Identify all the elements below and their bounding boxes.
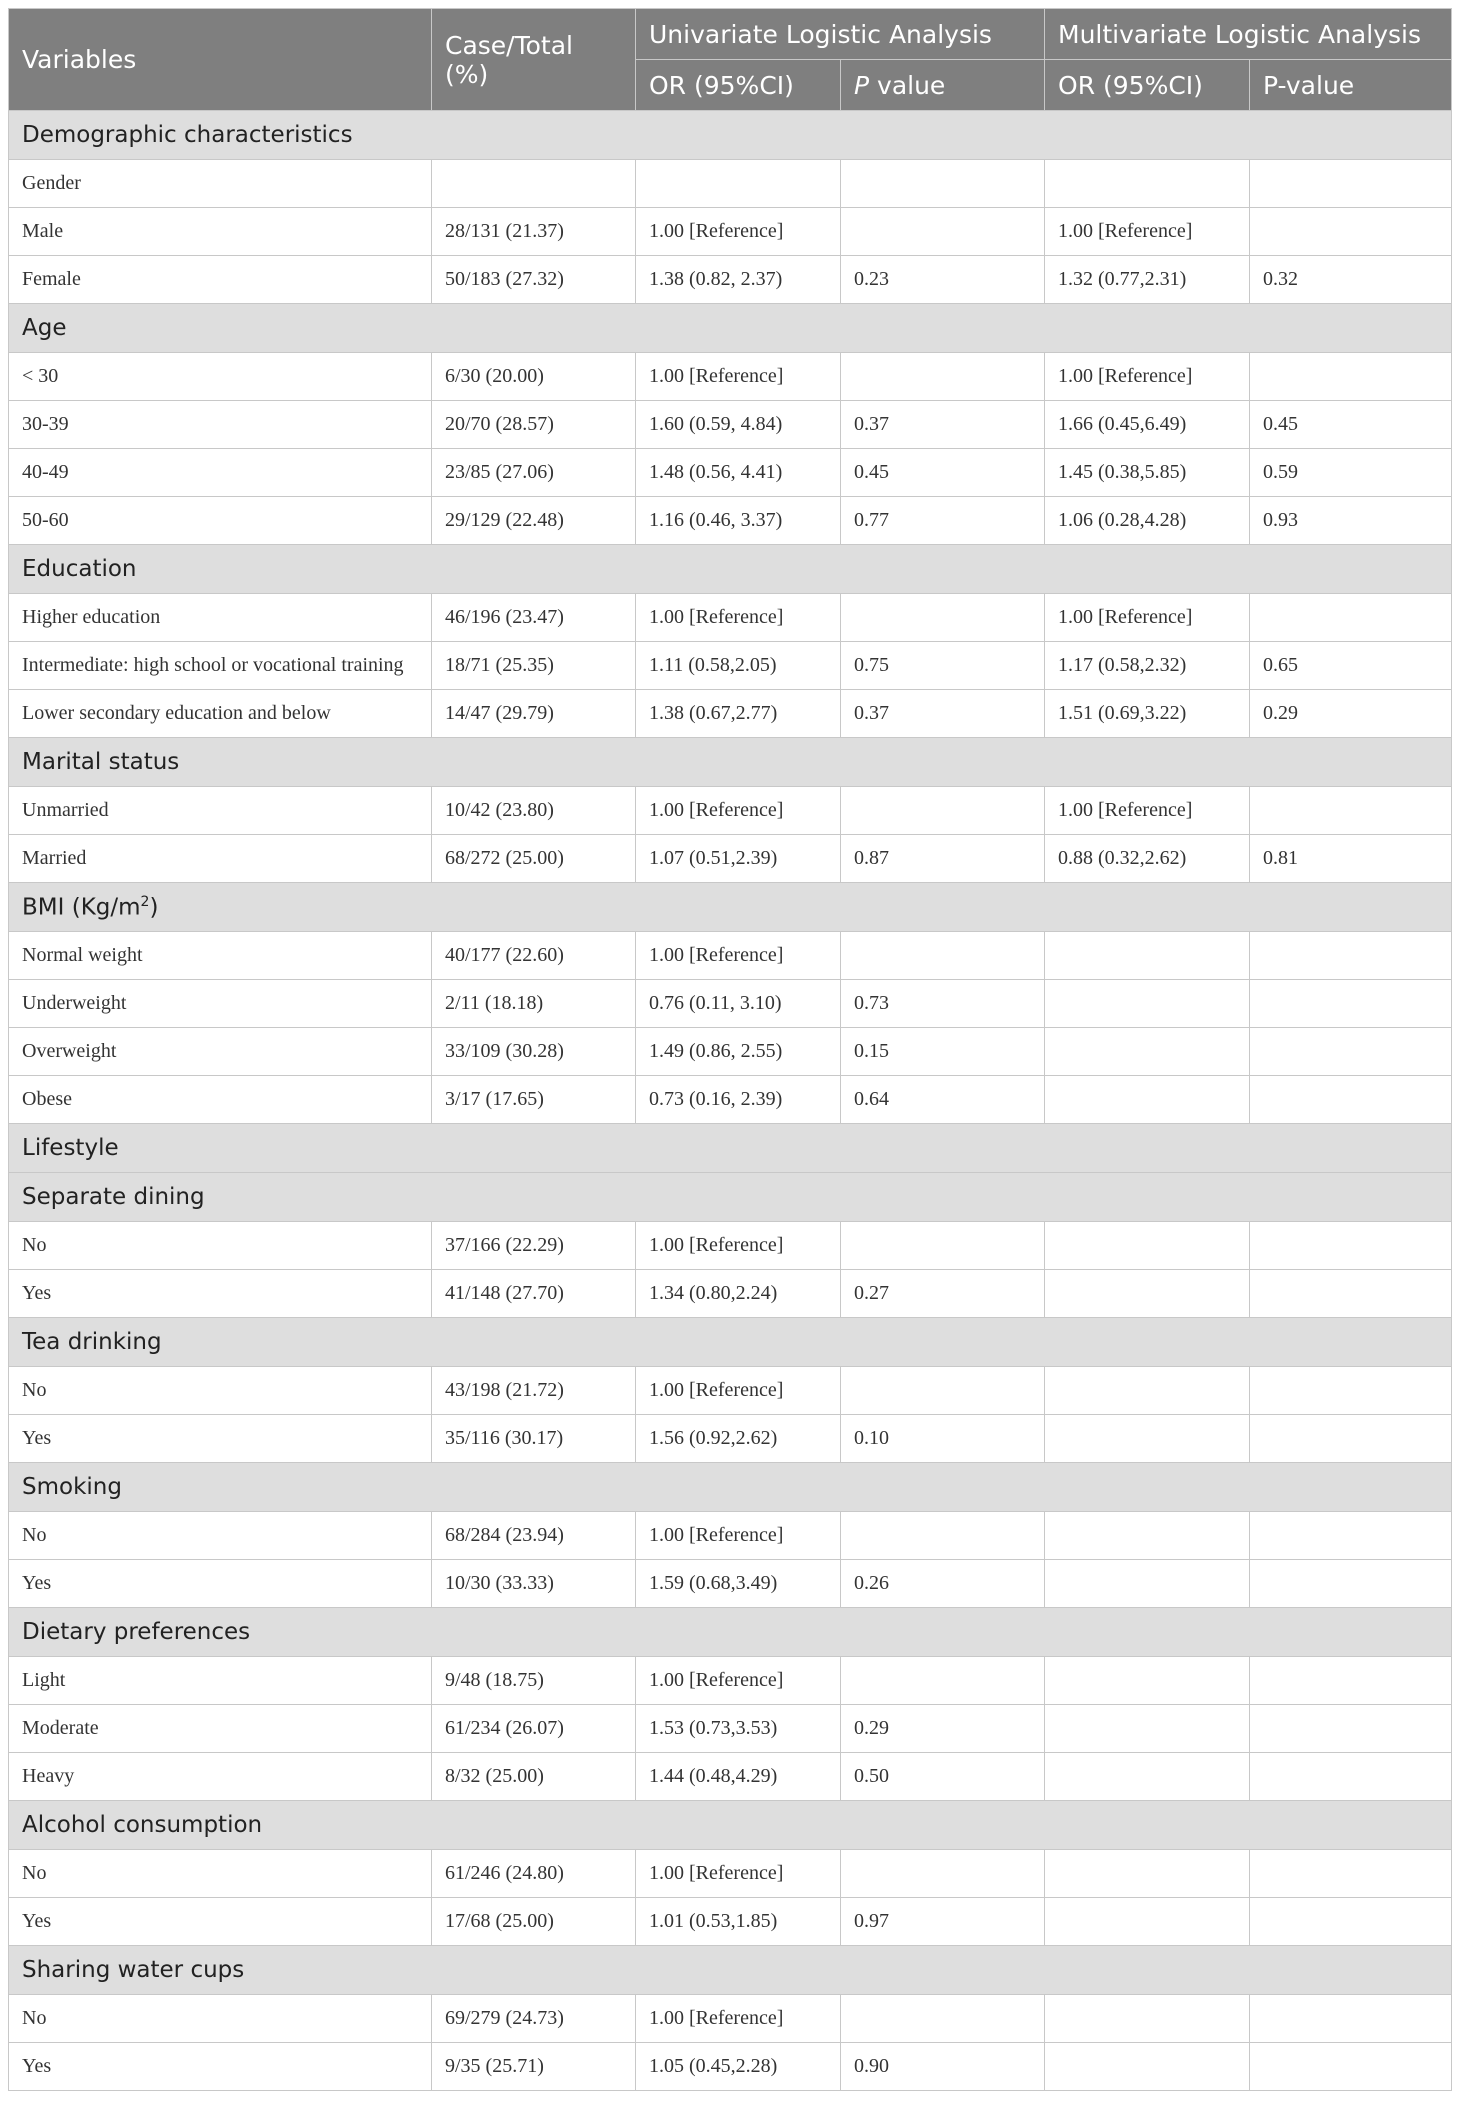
cell-or-univariate: 1.16 (0.46, 3.37) [636, 497, 841, 545]
cell-p-univariate: 0.77 [841, 497, 1045, 545]
cell-case-total: 9/35 (25.71) [432, 2043, 636, 2091]
cell-p-univariate: 0.97 [841, 1898, 1045, 1946]
cell-or-multivariate [1045, 1222, 1250, 1270]
cell-or-univariate: 1.00 [Reference] [636, 1995, 841, 2043]
table-row [9, 160, 1452, 208]
section-header-row [9, 883, 1452, 932]
cell-case-total: 18/71 (25.35) [432, 642, 636, 690]
cell-or-univariate: 1.00 [Reference] [636, 594, 841, 642]
cell-variable: Yes [9, 1270, 432, 1318]
section-header-row [9, 1124, 1452, 1173]
section-label-text: Education [22, 556, 137, 582]
cell-or-multivariate [1045, 1028, 1250, 1076]
cell-p-multivariate [1250, 1415, 1452, 1463]
cell-p-multivariate [1250, 787, 1452, 835]
cell-p-univariate: 0.23 [841, 256, 1045, 304]
section-label-suffix: ) [149, 894, 159, 921]
section-label-text: Dietary preferences [22, 1619, 251, 1645]
cell-or-univariate: 1.07 (0.51,2.39) [636, 835, 841, 883]
cell-p-univariate: 0.29 [841, 1705, 1045, 1753]
cell-p-univariate [841, 594, 1045, 642]
cell-case-total [432, 160, 636, 208]
cell-or-univariate: 1.00 [Reference] [636, 1367, 841, 1415]
cell-or-univariate: 1.00 [Reference] [636, 353, 841, 401]
section-header-row [9, 545, 1452, 594]
cell-p-univariate [841, 932, 1045, 980]
cell-case-total: 68/272 (25.00) [432, 835, 636, 883]
cell-variable: Overweight [9, 1028, 432, 1076]
table-row [9, 1028, 1452, 1076]
cell-or-multivariate [1045, 932, 1250, 980]
cell-variable: No [9, 1850, 432, 1898]
table-row [9, 1560, 1452, 1608]
header-or-multivariate: OR (95%CI) [1045, 60, 1250, 111]
cell-case-total: 33/109 (30.28) [432, 1028, 636, 1076]
cell-or-univariate: 1.11 (0.58,2.05) [636, 642, 841, 690]
cell-or-multivariate: 1.00 [Reference] [1045, 208, 1250, 256]
table-body [9, 111, 1452, 2091]
cell-p-multivariate [1250, 2043, 1452, 2091]
section-label-text: Lifestyle [22, 1135, 119, 1161]
cell-p-univariate: 0.26 [841, 1560, 1045, 1608]
cell-case-total: 29/129 (22.48) [432, 497, 636, 545]
section-header-row [9, 1946, 1452, 1995]
cell-p-univariate [841, 1222, 1045, 1270]
table-row [9, 1512, 1452, 1560]
cell-p-multivariate: 0.93 [1250, 497, 1452, 545]
cell-case-total: 17/68 (25.00) [432, 1898, 636, 1946]
table-row [9, 980, 1452, 1028]
cell-p-univariate [841, 787, 1045, 835]
cell-p-multivariate [1250, 1850, 1452, 1898]
cell-case-total: 68/284 (23.94) [432, 1512, 636, 1560]
table-row [9, 353, 1452, 401]
cell-variable: Intermediate: high school or vocational training [9, 642, 432, 690]
cell-or-univariate: 1.53 (0.73,3.53) [636, 1705, 841, 1753]
cell-or-multivariate [1045, 1512, 1250, 1560]
section-label [9, 1608, 1452, 1657]
header-p-multivariate: P-value [1250, 60, 1452, 111]
cell-p-univariate: 0.27 [841, 1270, 1045, 1318]
cell-or-univariate: 1.00 [Reference] [636, 787, 841, 835]
cell-variable: Yes [9, 2043, 432, 2091]
cell-variable: < 30 [9, 353, 432, 401]
cell-p-multivariate [1250, 1367, 1452, 1415]
table-row [9, 835, 1452, 883]
cell-p-univariate [841, 1512, 1045, 1560]
cell-case-total: 14/47 (29.79) [432, 690, 636, 738]
cell-variable: Yes [9, 1415, 432, 1463]
cell-or-multivariate: 1.51 (0.69,3.22) [1045, 690, 1250, 738]
cell-or-univariate: 1.56 (0.92,2.62) [636, 1415, 841, 1463]
cell-p-multivariate [1250, 353, 1452, 401]
cell-or-univariate: 1.60 (0.59, 4.84) [636, 401, 841, 449]
cell-or-multivariate [1045, 1657, 1250, 1705]
section-label [9, 1124, 1452, 1173]
cell-case-total: 61/246 (24.80) [432, 1850, 636, 1898]
section-label [9, 1463, 1452, 1512]
cell-or-univariate: 0.73 (0.16, 2.39) [636, 1076, 841, 1124]
cell-case-total: 10/42 (23.80) [432, 787, 636, 835]
cell-variable: Gender [9, 160, 432, 208]
cell-or-multivariate [1045, 1270, 1250, 1318]
cell-p-multivariate: 0.32 [1250, 256, 1452, 304]
section-label-text: Smoking [22, 1474, 122, 1500]
cell-p-multivariate [1250, 1657, 1452, 1705]
table-row [9, 1753, 1452, 1801]
cell-p-multivariate [1250, 1028, 1452, 1076]
cell-p-multivariate: 0.59 [1250, 449, 1452, 497]
cell-or-univariate: 1.38 (0.82, 2.37) [636, 256, 841, 304]
cell-or-univariate [636, 160, 841, 208]
section-label-text: Separate dining [22, 1184, 205, 1210]
table-row [9, 642, 1452, 690]
table-row [9, 932, 1452, 980]
cell-or-univariate: 1.00 [Reference] [636, 1222, 841, 1270]
section-label-text: Marital status [22, 749, 180, 775]
cell-variable: Light [9, 1657, 432, 1705]
cell-case-total: 20/70 (28.57) [432, 401, 636, 449]
cell-p-univariate [841, 353, 1045, 401]
cell-variable: 40-49 [9, 449, 432, 497]
cell-p-multivariate [1250, 1560, 1452, 1608]
cell-case-total: 69/279 (24.73) [432, 1995, 636, 2043]
table-row [9, 497, 1452, 545]
section-label-text: Alcohol consumption [22, 1812, 263, 1838]
cell-p-univariate: 0.64 [841, 1076, 1045, 1124]
cell-or-multivariate [1045, 1898, 1250, 1946]
cell-case-total: 9/48 (18.75) [432, 1657, 636, 1705]
table-header [9, 9, 1452, 111]
cell-case-total: 6/30 (20.00) [432, 353, 636, 401]
cell-case-total: 2/11 (18.18) [432, 980, 636, 1028]
header-p-univariate [841, 60, 1045, 111]
table-row [9, 1898, 1452, 1946]
cell-variable: Normal weight [9, 932, 432, 980]
section-label [9, 304, 1452, 353]
cell-or-multivariate: 1.00 [Reference] [1045, 594, 1250, 642]
cell-variable: Unmarried [9, 787, 432, 835]
cell-p-multivariate [1250, 1753, 1452, 1801]
cell-p-multivariate [1250, 594, 1452, 642]
cell-or-multivariate [1045, 2043, 1250, 2091]
cell-or-univariate: 1.59 (0.68,3.49) [636, 1560, 841, 1608]
section-header-row [9, 738, 1452, 787]
cell-variable: No [9, 1367, 432, 1415]
cell-p-multivariate [1250, 1512, 1452, 1560]
cell-p-univariate: 0.73 [841, 980, 1045, 1028]
cell-p-multivariate: 0.29 [1250, 690, 1452, 738]
cell-or-multivariate [1045, 1076, 1250, 1124]
cell-or-univariate: 1.05 (0.45,2.28) [636, 2043, 841, 2091]
cell-or-univariate: 1.38 (0.67,2.77) [636, 690, 841, 738]
cell-p-univariate: 0.45 [841, 449, 1045, 497]
cell-variable: 30-39 [9, 401, 432, 449]
cell-p-univariate [841, 1995, 1045, 2043]
section-label [9, 1946, 1452, 1995]
cell-or-univariate: 0.76 (0.11, 3.10) [636, 980, 841, 1028]
section-label [9, 111, 1452, 160]
cell-or-univariate: 1.00 [Reference] [636, 208, 841, 256]
cell-or-univariate: 1.48 (0.56, 4.41) [636, 449, 841, 497]
cell-variable: Married [9, 835, 432, 883]
table-row [9, 787, 1452, 835]
section-label-text: Sharing water cups [22, 1957, 245, 1983]
cell-or-multivariate: 1.00 [Reference] [1045, 787, 1250, 835]
cell-p-multivariate [1250, 1995, 1452, 2043]
results-table-container [8, 8, 1451, 2091]
cell-case-total: 43/198 (21.72) [432, 1367, 636, 1415]
cell-variable: Heavy [9, 1753, 432, 1801]
cell-p-univariate: 0.10 [841, 1415, 1045, 1463]
cell-or-multivariate [1045, 160, 1250, 208]
section-label [9, 1801, 1452, 1850]
section-label [9, 738, 1452, 787]
cell-or-univariate: 1.01 (0.53,1.85) [636, 1898, 841, 1946]
cell-case-total: 61/234 (26.07) [432, 1705, 636, 1753]
cell-p-univariate [841, 1367, 1045, 1415]
cell-case-total: 35/116 (30.17) [432, 1415, 636, 1463]
cell-or-multivariate: 1.66 (0.45,6.49) [1045, 401, 1250, 449]
cell-variable: Obese [9, 1076, 432, 1124]
cell-variable: Moderate [9, 1705, 432, 1753]
table-row [9, 2043, 1452, 2091]
cell-or-multivariate [1045, 1705, 1250, 1753]
cell-variable: No [9, 1222, 432, 1270]
table-row [9, 401, 1452, 449]
cell-or-univariate: 1.00 [Reference] [636, 932, 841, 980]
table-row [9, 256, 1452, 304]
table-row [9, 1850, 1452, 1898]
cell-p-multivariate [1250, 1076, 1452, 1124]
cell-or-multivariate: 0.88 (0.32,2.62) [1045, 835, 1250, 883]
section-label-text: Demographic characteristics [22, 122, 353, 148]
cell-p-multivariate: 0.45 [1250, 401, 1452, 449]
cell-or-multivariate [1045, 1753, 1250, 1801]
header-p-rest: value [869, 70, 946, 100]
table-row [9, 1367, 1452, 1415]
cell-p-univariate [841, 1657, 1045, 1705]
cell-case-total: 3/17 (17.65) [432, 1076, 636, 1124]
table-row [9, 1222, 1452, 1270]
cell-or-multivariate: 1.45 (0.38,5.85) [1045, 449, 1250, 497]
cell-p-univariate [841, 160, 1045, 208]
cell-p-multivariate [1250, 208, 1452, 256]
section-label [9, 1318, 1452, 1367]
cell-p-multivariate [1250, 1898, 1452, 1946]
section-label-superscript: 2 [140, 893, 150, 910]
cell-or-univariate: 1.00 [Reference] [636, 1657, 841, 1705]
cell-case-total: 10/30 (33.33) [432, 1560, 636, 1608]
cell-or-multivariate [1045, 1560, 1250, 1608]
cell-variable: Yes [9, 1898, 432, 1946]
cell-case-total: 41/148 (27.70) [432, 1270, 636, 1318]
cell-p-univariate [841, 208, 1045, 256]
table-row [9, 1995, 1452, 2043]
cell-or-multivariate [1045, 1850, 1250, 1898]
header-case-total: Case/Total (%) [432, 9, 636, 111]
section-header-row [9, 111, 1452, 160]
section-header-row [9, 1608, 1452, 1657]
cell-p-multivariate: 0.81 [1250, 835, 1452, 883]
section-label [9, 883, 1452, 932]
cell-or-multivariate [1045, 1995, 1250, 2043]
table-row [9, 690, 1452, 738]
cell-or-multivariate: 1.06 (0.28,4.28) [1045, 497, 1250, 545]
cell-variable: Underweight [9, 980, 432, 1028]
section-label [9, 1173, 1452, 1222]
cell-or-multivariate [1045, 1367, 1250, 1415]
cell-or-univariate: 1.49 (0.86, 2.55) [636, 1028, 841, 1076]
cell-case-total: 37/166 (22.29) [432, 1222, 636, 1270]
cell-p-multivariate [1250, 980, 1452, 1028]
header-multivariate: Multivariate Logistic Analysis [1045, 9, 1452, 60]
cell-p-univariate: 0.37 [841, 401, 1045, 449]
header-univariate: Univariate Logistic Analysis [636, 9, 1045, 60]
table-row [9, 1076, 1452, 1124]
header-variables: Variables [9, 9, 432, 111]
section-label-text: Tea drinking [22, 1329, 162, 1355]
cell-case-total: 50/183 (27.32) [432, 256, 636, 304]
cell-p-univariate: 0.75 [841, 642, 1045, 690]
cell-or-univariate: 1.00 [Reference] [636, 1512, 841, 1560]
cell-or-multivariate [1045, 1415, 1250, 1463]
cell-variable: 50-60 [9, 497, 432, 545]
section-header-row [9, 304, 1452, 353]
cell-p-multivariate [1250, 1705, 1452, 1753]
cell-p-univariate [841, 1850, 1045, 1898]
section-header-row [9, 1173, 1452, 1222]
table-row [9, 594, 1452, 642]
cell-p-univariate: 0.15 [841, 1028, 1045, 1076]
cell-variable: Lower secondary education and below [9, 690, 432, 738]
section-label-text: Age [22, 315, 67, 341]
logistic-analysis-table [8, 8, 1452, 2091]
cell-p-multivariate: 0.65 [1250, 642, 1452, 690]
cell-variable: Female [9, 256, 432, 304]
header-or-univariate: OR (95%CI) [636, 60, 841, 111]
table-row [9, 1705, 1452, 1753]
cell-case-total: 23/85 (27.06) [432, 449, 636, 497]
section-label [9, 545, 1452, 594]
cell-or-univariate: 1.44 (0.48,4.29) [636, 1753, 841, 1801]
cell-or-multivariate: 1.17 (0.58,2.32) [1045, 642, 1250, 690]
cell-or-multivariate: 1.32 (0.77,2.31) [1045, 256, 1250, 304]
cell-variable: No [9, 1512, 432, 1560]
cell-case-total: 40/177 (22.60) [432, 932, 636, 980]
cell-or-multivariate: 1.00 [Reference] [1045, 353, 1250, 401]
cell-p-multivariate [1250, 1222, 1452, 1270]
table-row [9, 449, 1452, 497]
header-p-italic: P [854, 70, 870, 100]
section-header-row [9, 1463, 1452, 1512]
cell-p-univariate: 0.87 [841, 835, 1045, 883]
cell-or-multivariate [1045, 980, 1250, 1028]
section-label-text: BMI (Kg/m [22, 894, 141, 921]
cell-variable: No [9, 1995, 432, 2043]
cell-variable: Higher education [9, 594, 432, 642]
cell-p-multivariate [1250, 1270, 1452, 1318]
cell-p-multivariate [1250, 932, 1452, 980]
cell-p-multivariate [1250, 160, 1452, 208]
cell-or-univariate: 1.00 [Reference] [636, 1850, 841, 1898]
cell-case-total: 46/196 (23.47) [432, 594, 636, 642]
cell-variable: Yes [9, 1560, 432, 1608]
table-row [9, 208, 1452, 256]
table-row [9, 1415, 1452, 1463]
cell-p-univariate: 0.90 [841, 2043, 1045, 2091]
table-row [9, 1270, 1452, 1318]
section-header-row [9, 1318, 1452, 1367]
cell-case-total: 8/32 (25.00) [432, 1753, 636, 1801]
cell-p-univariate: 0.50 [841, 1753, 1045, 1801]
cell-or-univariate: 1.34 (0.80,2.24) [636, 1270, 841, 1318]
section-header-row [9, 1801, 1452, 1850]
cell-variable: Male [9, 208, 432, 256]
table-row [9, 1657, 1452, 1705]
cell-case-total: 28/131 (21.37) [432, 208, 636, 256]
cell-p-univariate: 0.37 [841, 690, 1045, 738]
